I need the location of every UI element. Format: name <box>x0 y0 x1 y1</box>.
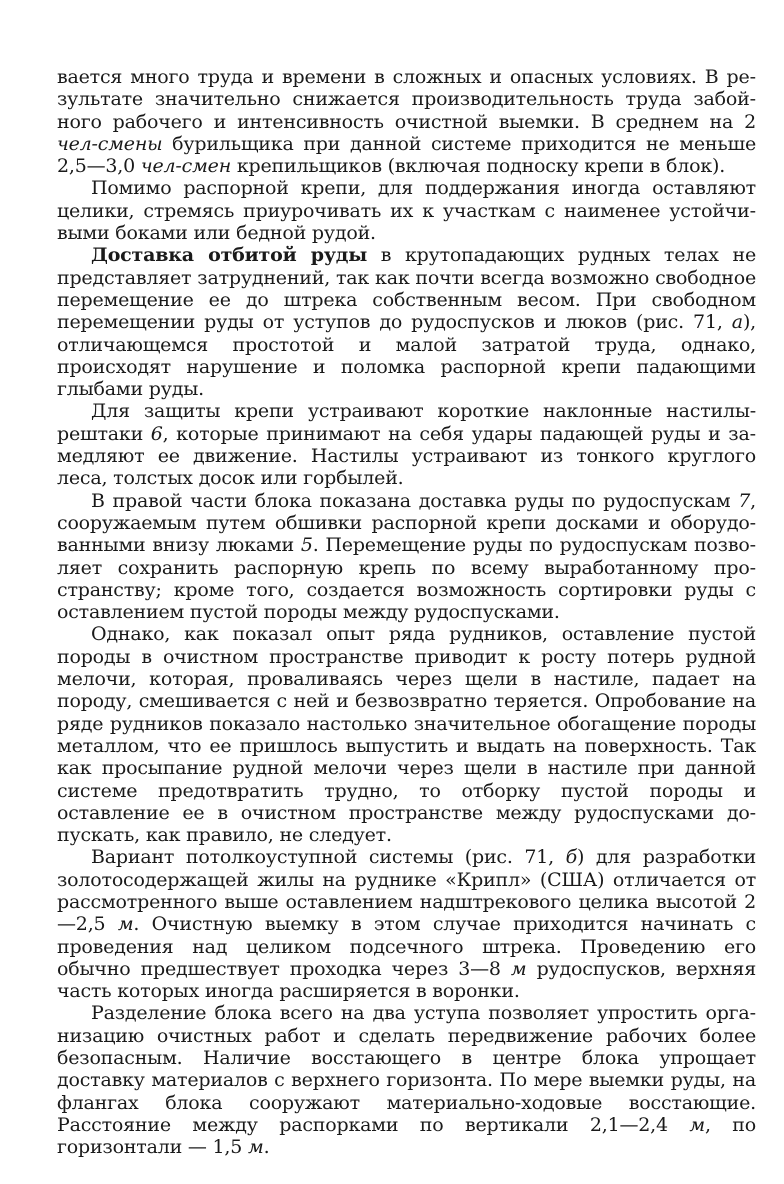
text-run: ) для разработки золотосодержащей жилы на руднике «Крипл» (США) отличается от рассмотренного выше оставлением надштрекового целика высотой 2—2,5 <box>57 846 756 936</box>
text-run: Помимо распорной крепи, для поддержания иногда оставляют целики, стремясь приурочивать их к участкам с наименее устойчивыми боками или бедной рудой. <box>57 177 756 245</box>
paragraph-p3 <box>57 244 756 400</box>
paragraph-p7 <box>57 846 756 1002</box>
italic-run: чел-смены <box>57 132 163 155</box>
italic-run: б <box>565 846 578 869</box>
paragraph-p6 <box>57 623 756 846</box>
text-run: бурильщика при данной системе приходится не меньше 2,5—3,0 <box>57 132 756 178</box>
text-run: , по горизонтали — 1,5 <box>57 1113 756 1159</box>
italic-run: чел-смен <box>140 155 232 178</box>
text-run: Разделение блока всего на два уступа позволяет упростить организацию очистных работ и сделать передвижение рабочих более безопасным. Наличие восстающего в центре блока упрощает доставку материалов с верхнего горизонта. По мере выемки руды, на флангах блока сооружают материально-ходовые восстающие. Расстояние между распорками по вертикали 2,1—2,4 <box>57 1002 756 1136</box>
paragraph-p4 <box>57 400 756 489</box>
text-body <box>57 66 756 1159</box>
text-run: , которые принимают на себя удары падающей руды и замедляют ее движение. Настилы устраивают из тонкого круглого леса, толстых досок или горбылей. <box>57 422 756 490</box>
text-run: Однако, как показал опыт ряда рудников, оставление пустой породы в очистном пространстве приводит к росту потерь рудной мелочи, которая, проваливаясь через щели в настиле, падает на породу, смешивается с ней и безвозвратно теряется. Опробование на ряде рудников показало настолько значительное обогащение породы металлом, что ее пришлось выпустить и выдать на поверхность. Так как просыпание рудной мелочи через щели в настиле при данной системе предотвратить трудно, то отборку пустой породы и оставление ее в очистном пространстве между рудоспусками допускать, как правило, не следует. <box>57 623 756 847</box>
text-run: . <box>263 1136 270 1159</box>
text-run: . Перемещение руды по рудоспускам позволяет сохранить распорную крепь по всему выработанному пространству; кроме того, создается возможность сортировки руды с оставлением пустой породы между рудоспусками. <box>57 534 756 624</box>
text-run: вается много труда и времени в сложных и опасных условиях. В результате значительно снижается производительность труда забойного рабочего и интенсивность очистной выемки. В среднем на 2 <box>57 66 756 133</box>
text-run: . Очистную выемку в этом случае приходится начинать с проведения над целиком подсечного штрека. Проведению его обычно предшествует проходка через 3—8 <box>57 913 756 980</box>
bold-run: Доставка отбитой руды <box>91 244 368 267</box>
paragraph-p2 <box>57 177 756 244</box>
paragraph-p5 <box>57 490 756 624</box>
italic-run: а <box>731 311 743 334</box>
text-run: Вариант потолкоуступной системы (рис. 71, <box>91 846 566 869</box>
text-run: В правой части блока показана доставка руды по рудоспускам <box>91 489 739 512</box>
text-run: ), отличающемся простотой и малой затратой труда, однако, происходят нарушение и поломка распорной крепи падающими глыбами руды. <box>57 311 756 401</box>
paragraph-p8 <box>57 1002 756 1158</box>
text-run: в крутопадающих рудных телах не представляет затруднений, так как почти всегда возможно свободное перемещение ее до штрека собственным весом. При свободном перемещении руды от уступов до рудоспусков и люков (рис. 71, <box>57 244 756 334</box>
italic-run: м <box>510 957 527 980</box>
italic-run: м <box>689 1113 705 1136</box>
paragraph-p1 <box>57 66 756 177</box>
text-run: крепильщиков (включая подноску крепи в блок). <box>231 155 726 178</box>
text-run: , сооружаемым путем обшивки распорной крепи досками и оборудованными внизу люками <box>57 489 756 557</box>
italic-run: 5 <box>300 534 313 557</box>
text-run: рудоспусков, верхняя часть которых иногда расширяется в воронки. <box>57 957 756 1003</box>
italic-run: м <box>248 1136 264 1159</box>
italic-run: 7 <box>738 489 751 512</box>
italic-run: 6 <box>150 422 163 445</box>
text-run: Для защиты крепи устраивают короткие наклонные настилы-рештаки <box>57 400 756 445</box>
italic-run: м <box>117 913 134 936</box>
